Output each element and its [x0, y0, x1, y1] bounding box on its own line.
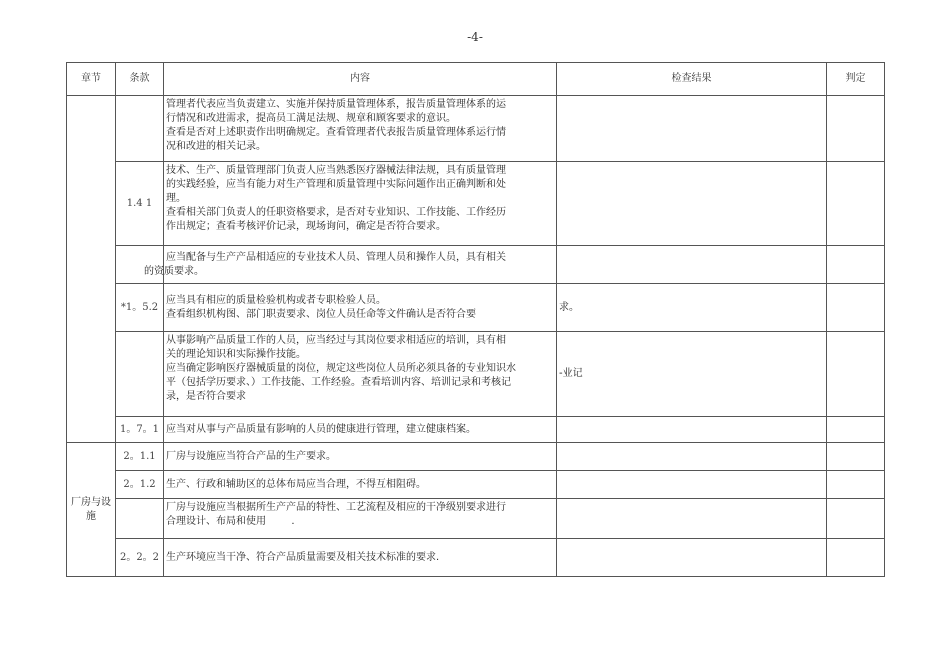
clause-cell — [116, 96, 164, 162]
result-cell[interactable]: 求。 — [557, 284, 827, 332]
content-line: 作出规定；查看考核评价记录，现场询问，确定是否符合要求。 — [166, 221, 446, 232]
chapter-facilities — [67, 443, 116, 577]
content-line: 平（包括学历要求、）工作技能、工作经验。查看培训内容、培训记录和考核记 — [166, 377, 511, 388]
verdict-cell[interactable] — [827, 246, 885, 284]
result-cell[interactable] — [557, 539, 827, 577]
content-line: 关的理论知识和实际操作技能。 — [166, 349, 306, 360]
content-line: 厂房与设施应当符合产品的生产要求。 — [166, 450, 336, 462]
table-row — [67, 499, 885, 539]
content-cell — [144, 246, 557, 284]
verdict-cell[interactable] — [827, 162, 885, 246]
content-line: 应当对从事与产品质量有影响的人员的健康进行管理，建立健康档案。 — [166, 423, 476, 435]
clause-cell: 1.4 1 — [116, 162, 164, 246]
content-line: 查看相关部门负责人的任职资格要求，是否对专业知识、工作技能、工作经历 — [166, 207, 506, 218]
clause-cell: *1。5.2 — [116, 284, 164, 332]
result-cell[interactable] — [557, 417, 827, 443]
content-line: 理。 — [166, 193, 186, 204]
content-line: 管理者代表应当负责建立、实施并保持质量管理体系，报告质量管理体系的运 — [166, 99, 506, 110]
content-line: 录，是否符合要求 — [166, 391, 246, 402]
clause-cell — [116, 499, 164, 539]
content-line: 从事影响产品质量工作的人员，应当经过与其岗位要求相适应的培训，具有相 — [166, 335, 506, 346]
verdict-cell[interactable] — [827, 96, 885, 162]
table-row — [67, 246, 885, 284]
table-header-row — [67, 63, 885, 96]
result-cell[interactable] — [557, 443, 827, 471]
content-cell — [164, 471, 557, 499]
chapter-cell-blank — [67, 96, 116, 443]
header-content: 内容 — [164, 63, 557, 96]
clause-cell: 2。2。2 — [116, 539, 164, 577]
clause-cell: 1。7。1 — [116, 417, 164, 443]
table-row — [67, 417, 885, 443]
content-line: 行情况和改进需求，提高员工满足法规、规章和顾客要求的意识。 — [166, 113, 456, 124]
result-cell[interactable]: -业记 — [557, 332, 827, 417]
table-row — [67, 284, 885, 332]
inspection-table — [66, 62, 885, 577]
content-cell — [164, 332, 557, 417]
content-cell — [164, 96, 557, 162]
header-verdict: 判定 — [827, 63, 885, 96]
clause-cell: 2。1.2 — [116, 471, 164, 499]
content-line: 的实践经验，应当有能力对生产管理和质量管理中实际问题作出正确判断和处 — [166, 179, 506, 190]
content-cell — [164, 284, 557, 332]
content-line: 合理设计、布局和使用 . — [166, 516, 295, 527]
content-cell — [164, 443, 557, 471]
page-number: -4- — [467, 30, 483, 44]
chapter-facilities-label: 厂房与设施 — [71, 496, 111, 522]
clause-cell: 2。1.1 — [116, 443, 164, 471]
table-row — [67, 443, 885, 471]
content-line: 的资质要求。 — [144, 265, 204, 277]
content-line: 查看组织机构图、部门职责要求、岗位人员任命等文件确认是否符合要 — [166, 308, 476, 320]
content-line: 技术、生产、质量管理部门负责人应当熟悉医疗器械法律法规，具有质量管理 — [166, 165, 506, 176]
verdict-cell[interactable] — [827, 471, 885, 499]
header-result: 检查结果 — [557, 63, 827, 96]
content-line: 况和改进的相关记录。 — [166, 141, 266, 152]
verdict-cell[interactable] — [827, 332, 885, 417]
table-row — [67, 162, 885, 246]
result-cell[interactable] — [557, 96, 827, 162]
header-clause: 条款 — [116, 63, 164, 96]
verdict-cell[interactable] — [827, 284, 885, 332]
table-row — [67, 539, 885, 577]
header-chapter: 章节 — [67, 63, 116, 96]
clause-cell — [116, 332, 164, 417]
table-row — [67, 96, 885, 162]
verdict-cell[interactable] — [827, 443, 885, 471]
verdict-cell[interactable] — [827, 499, 885, 539]
table-row — [67, 332, 885, 417]
content-line: 厂房与设施应当根据所生产产品的特性、工艺流程及相应的干净级别要求进行 — [166, 502, 506, 513]
result-cell[interactable] — [557, 162, 827, 246]
result-cell[interactable] — [557, 471, 827, 499]
content-line: 查看是否对上述职责作出明确规定。查看管理者代表报告质量管理体系运行情 — [166, 127, 506, 138]
content-line: 应当配备与生产产品相适应的专业技术人员、管理人员和操作人员，具有相关 — [166, 251, 506, 263]
result-cell[interactable] — [557, 246, 827, 284]
content-line: 生产环境应当干净、符合产品质量需要及相关技术标准的要求. — [166, 551, 440, 563]
verdict-cell[interactable] — [827, 417, 885, 443]
content-cell — [164, 162, 557, 246]
content-line: 应当确定影响医疗器械质量的岗位，规定这些岗位人员所必须具备的专业知识水 — [166, 363, 516, 374]
table-row — [67, 471, 885, 499]
content-line: 应当具有相应的质量检验机构或者专职检验人员。 — [166, 294, 386, 306]
content-cell — [164, 417, 557, 443]
content-cell — [164, 539, 557, 577]
content-cell — [164, 499, 557, 539]
verdict-cell[interactable] — [827, 539, 885, 577]
result-cell[interactable] — [557, 499, 827, 539]
content-line: 生产、行政和辅助区的总体布局应当合理，不得互相阻碍。 — [166, 478, 426, 490]
